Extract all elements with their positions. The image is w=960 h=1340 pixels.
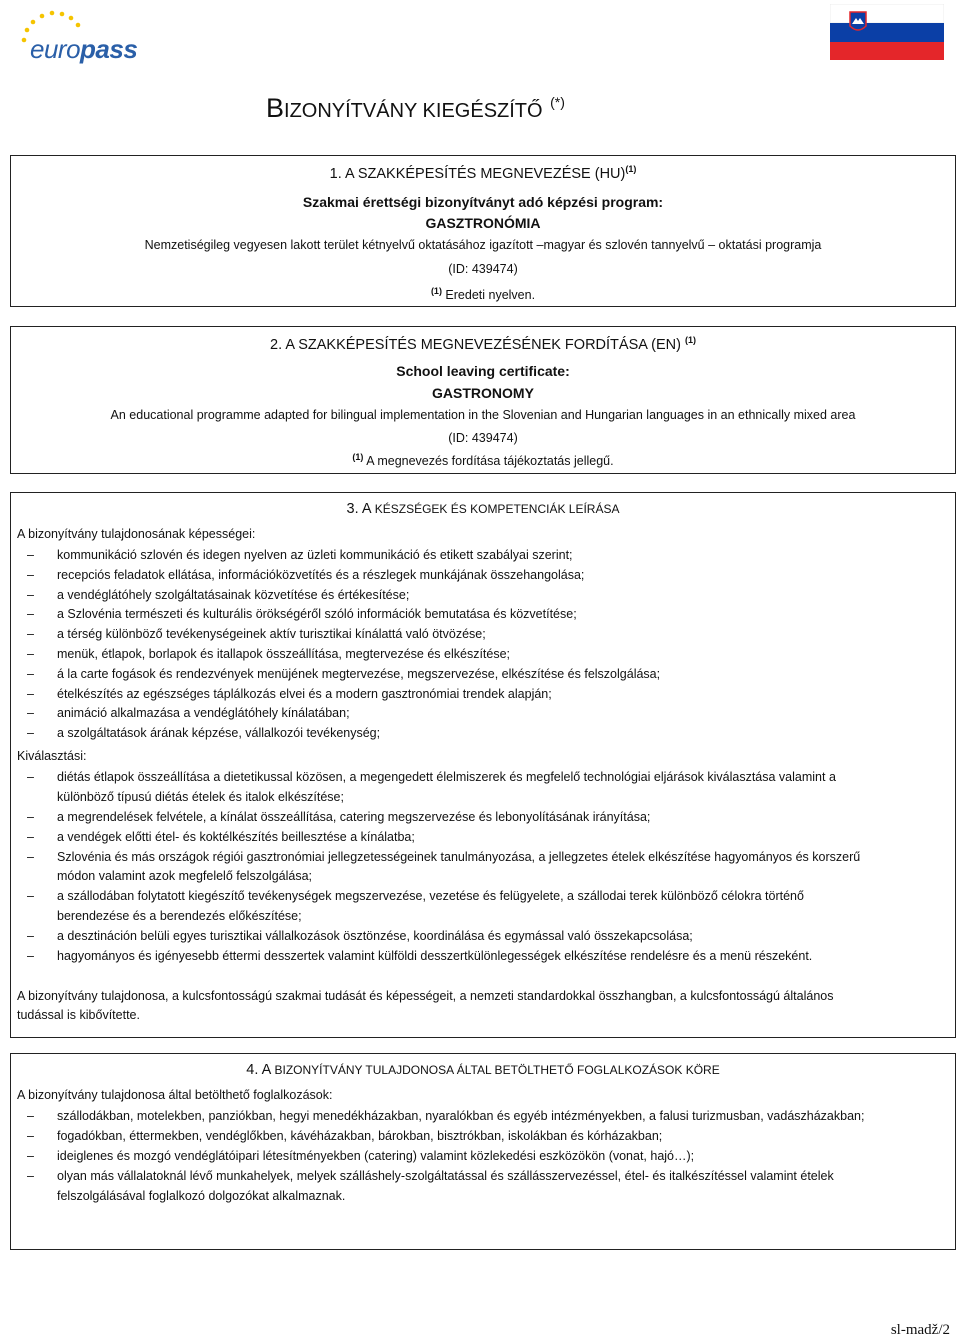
skill-item <box>27 704 937 724</box>
list-item-text: a szállodában folytatott kiegészítő tevékenységek megszervezése, vezetése és felügyelete, a szállodai terek különböző célokra történő <box>57 889 804 903</box>
list-item-text: berendezése és a berendezés előkészítése; <box>57 908 302 923</box>
dash-bullet-icon: – <box>27 770 34 784</box>
list-item-text: a vendégek előtti étel- és koktélkészítés beillesztése a kínálatba; <box>57 829 415 844</box>
dash-bullet-icon: – <box>27 666 34 681</box>
page-title: BIZONYÍTVÁNY KIEGÉSZÍTŐ (*) <box>266 93 565 123</box>
occupation-item <box>27 1147 937 1167</box>
elective-skill-item <box>27 947 937 967</box>
list-item-text: a szolgáltatások árának képzése, vállalkozói tevékenység; <box>57 726 381 741</box>
elective-skill-item <box>27 808 937 828</box>
occupation-item <box>27 1167 937 1206</box>
section-3-closing-2: tudással is kibővítette. <box>17 1008 140 1022</box>
europass-logo <box>14 4 138 66</box>
section-1-name: GASZTRONÓMIA <box>425 215 541 231</box>
list-item-text: felszolgálásával foglalkozó dolgozókat alkalmaznak. <box>57 1188 346 1203</box>
elective-skill-item <box>27 887 937 926</box>
dash-bullet-icon: – <box>27 829 34 844</box>
section-1-id: (ID: 439474) <box>448 262 518 276</box>
section-2-heading: 2. A SZAKKÉPESÍTÉS MEGNEVEZÉSÉNEK FORDÍTÁSA (EN) $^{(1)}$ <box>270 335 696 353</box>
list-item-text: á la carte fogások és rendezvények menüjének megtervezése, megszervezése, elkészítése és felszolgálása; <box>57 666 661 681</box>
skill-item <box>27 665 937 685</box>
list-item-text: különböző típusú diétás ételek és italok elkészítése; <box>57 789 344 804</box>
list-item-text: ételkészítés az egészséges táplálkozás elvei és a modern gasztronómiai trendek alapján; <box>57 686 552 701</box>
list-item-text: fogadókban, éttermekben, vendéglőkben, kávéházakban, bárokban, bisztrókban, iskolákban és kórházakban; <box>57 1129 663 1143</box>
list-item-text: a térség különböző tevékenységeinek aktív turisztikai kínálattá való ötvözése; <box>57 627 486 642</box>
dash-bullet-icon: – <box>27 548 34 562</box>
elective-skill-item <box>27 848 937 887</box>
dash-bullet-icon: – <box>27 587 34 602</box>
skill-item <box>27 566 937 586</box>
dash-bullet-icon: – <box>27 809 34 824</box>
list-item-text: hagyományos és igényesebb éttermi desszertek valamint külföldi desszertkülönlegességek elkészítése rendelésre és a menü részeként. <box>57 948 813 963</box>
dash-bullet-icon: – <box>27 1169 34 1183</box>
section-3-closing-1: A bizonyítvány tulajdonosa, a kulcsfontosságú szakmai tudását és képességeit, a nemzeti standardokkal összhangban, a kulcsfontosságú általános <box>17 989 834 1003</box>
list-item-text: szállodákban, motelekben, panziókban, hegyi menedékházakban, nyaralókban és egyéb intézményekben, a falusi turizmusban, vadászházakban; <box>57 1109 865 1123</box>
dash-bullet-icon: – <box>27 567 34 582</box>
dash-bullet-icon: – <box>27 706 34 721</box>
section-2-description: An educational programme adapted for bilingual implementation in the Slovenian and Hungarian languages in an ethnically mixed area <box>110 408 856 422</box>
dash-bullet-icon: – <box>27 686 34 701</box>
occupation-item <box>27 1107 937 1127</box>
list-item-text: ideiglenes és mozgó vendéglátóipari létesítményekben (catering) valamint közlekedési eszközökön (vonat, hajó…); <box>57 1149 695 1163</box>
elective-skill-item <box>27 828 937 848</box>
section-2-name: GASTRONOMY <box>432 385 534 401</box>
dash-bullet-icon: – <box>27 726 34 741</box>
page-number: sl-madž/2 <box>890 1322 950 1338</box>
dash-bullet-icon: – <box>27 1109 34 1123</box>
list-item-text: a Szlovénia természeti és kulturális örökségéről szóló információk bemutatása és közvetítése; <box>57 607 577 622</box>
list-item-text: olyan más vállalatoknál lévő munkahelyek, melyek szálláshely-szolgáltatással és szállásszervezéssel, étel- és italkészítéssel valamint ételek <box>57 1169 834 1183</box>
list-item-text: módon valamint azok megfelelő felszolgálása; <box>57 869 312 883</box>
skill-item <box>27 685 937 705</box>
skill-item <box>27 605 937 625</box>
section-1-program: Szakmai érettségi bizonyítványt adó képzési program: <box>302 194 664 210</box>
section-2-note: $^{(1)}$ A megnevezés fordítása tájékoztatás jellegű. <box>352 452 614 469</box>
section-3-heading: 3. A KÉSZSÉGEK ÉS KOMPETENCIÁK LEÍRÁSA <box>346 501 620 517</box>
dash-bullet-icon: – <box>27 1149 34 1163</box>
occupation-item <box>27 1127 937 1147</box>
section-1-heading: 1. A SZAKKÉPESÍTÉS MEGNEVEZÉSE (HU)$^{(1)}$ <box>329 164 637 182</box>
list-item-text: a vendéglátóhely szolgáltatásainak közvetítése és értékesítése; <box>57 587 410 602</box>
list-item-text: recepciós feladatok ellátása, információközvetítés és a részlegek munkájának összehangolása; <box>57 567 585 582</box>
skill-item <box>27 546 937 566</box>
section-4-heading: 4. A BIZONYÍTVÁNY TULAJDONOSA ÁLTAL BETÖLTHETŐ FOGLALKOZÁSOK KÖRE <box>246 1062 720 1078</box>
europass-wordmark: europass <box>30 34 138 64</box>
list-item-text: a megrendelések felvétele, a kínálat összeállítása, catering megszervezése és lebonyolításának irányítása; <box>57 809 651 824</box>
list-item-text: animáció alkalmazása a vendéglátóhely kínálatában; <box>57 706 350 721</box>
skill-item <box>27 645 937 665</box>
list-item-text: menük, étlapok, borlapok és itallapok összeállítása, megtervezése és elkészítése; <box>57 647 511 661</box>
elective-skill-item <box>27 927 937 947</box>
dash-bullet-icon: – <box>27 849 34 864</box>
dash-bullet-icon: – <box>27 1129 34 1143</box>
section-4 <box>10 1053 956 1250</box>
skill-item <box>27 724 937 744</box>
section-4-intro: A bizonyítvány tulajdonosa által betölthető foglalkozások: <box>17 1088 333 1102</box>
section-1-note: $^{(1)}$ Eredeti nyelven. <box>430 286 536 303</box>
section-3-choice-label: Kiválasztási: <box>17 749 87 763</box>
section-1 <box>10 155 956 307</box>
list-item-text: diétás étlapok összeállítása a dietetikussal közösen, a megengedett élelmiszerek és megfelelő technológiai eljárások kiválasztása valamint a <box>57 770 836 784</box>
dash-bullet-icon: – <box>27 627 34 642</box>
section-2 <box>10 326 956 474</box>
section-1-description: Nemzetiségileg vegyesen lakott terület kétnyelvű oktatásához igazított –magyar és szlovén tannyelvű – oktatási programja <box>144 238 822 252</box>
dash-bullet-icon: – <box>27 647 34 661</box>
skill-item <box>27 625 937 645</box>
section-2-certificate: School leaving certificate: <box>396 363 570 379</box>
dash-bullet-icon: – <box>27 607 34 622</box>
list-item-text: Szlovénia és más országok régiói gasztronómiai jellegzetességeinek tanulmányozása, a jellegzetes ételek elkészítése hagyományos és korszerű <box>57 849 861 864</box>
slovenia-flag-icon <box>830 4 944 60</box>
list-item-text: kommunikáció szlovén és idegen nyelven az üzleti kommunikáció és etikett szabályai szerint; <box>57 548 573 562</box>
elective-skill-item <box>27 768 937 807</box>
section-3-intro: A bizonyítvány tulajdonosának képességei: <box>17 527 256 541</box>
dash-bullet-icon: – <box>27 928 34 943</box>
dash-bullet-icon: – <box>27 889 34 903</box>
skill-item <box>27 586 937 606</box>
list-item-text: a desztináción belüli egyes turisztikai vállalkozások ösztönzése, koordinálása és egymással való összekapcsolása; <box>57 928 693 943</box>
dash-bullet-icon: – <box>27 948 34 963</box>
section-3 <box>10 492 956 1038</box>
section-2-id: (ID: 439474) <box>448 431 518 445</box>
